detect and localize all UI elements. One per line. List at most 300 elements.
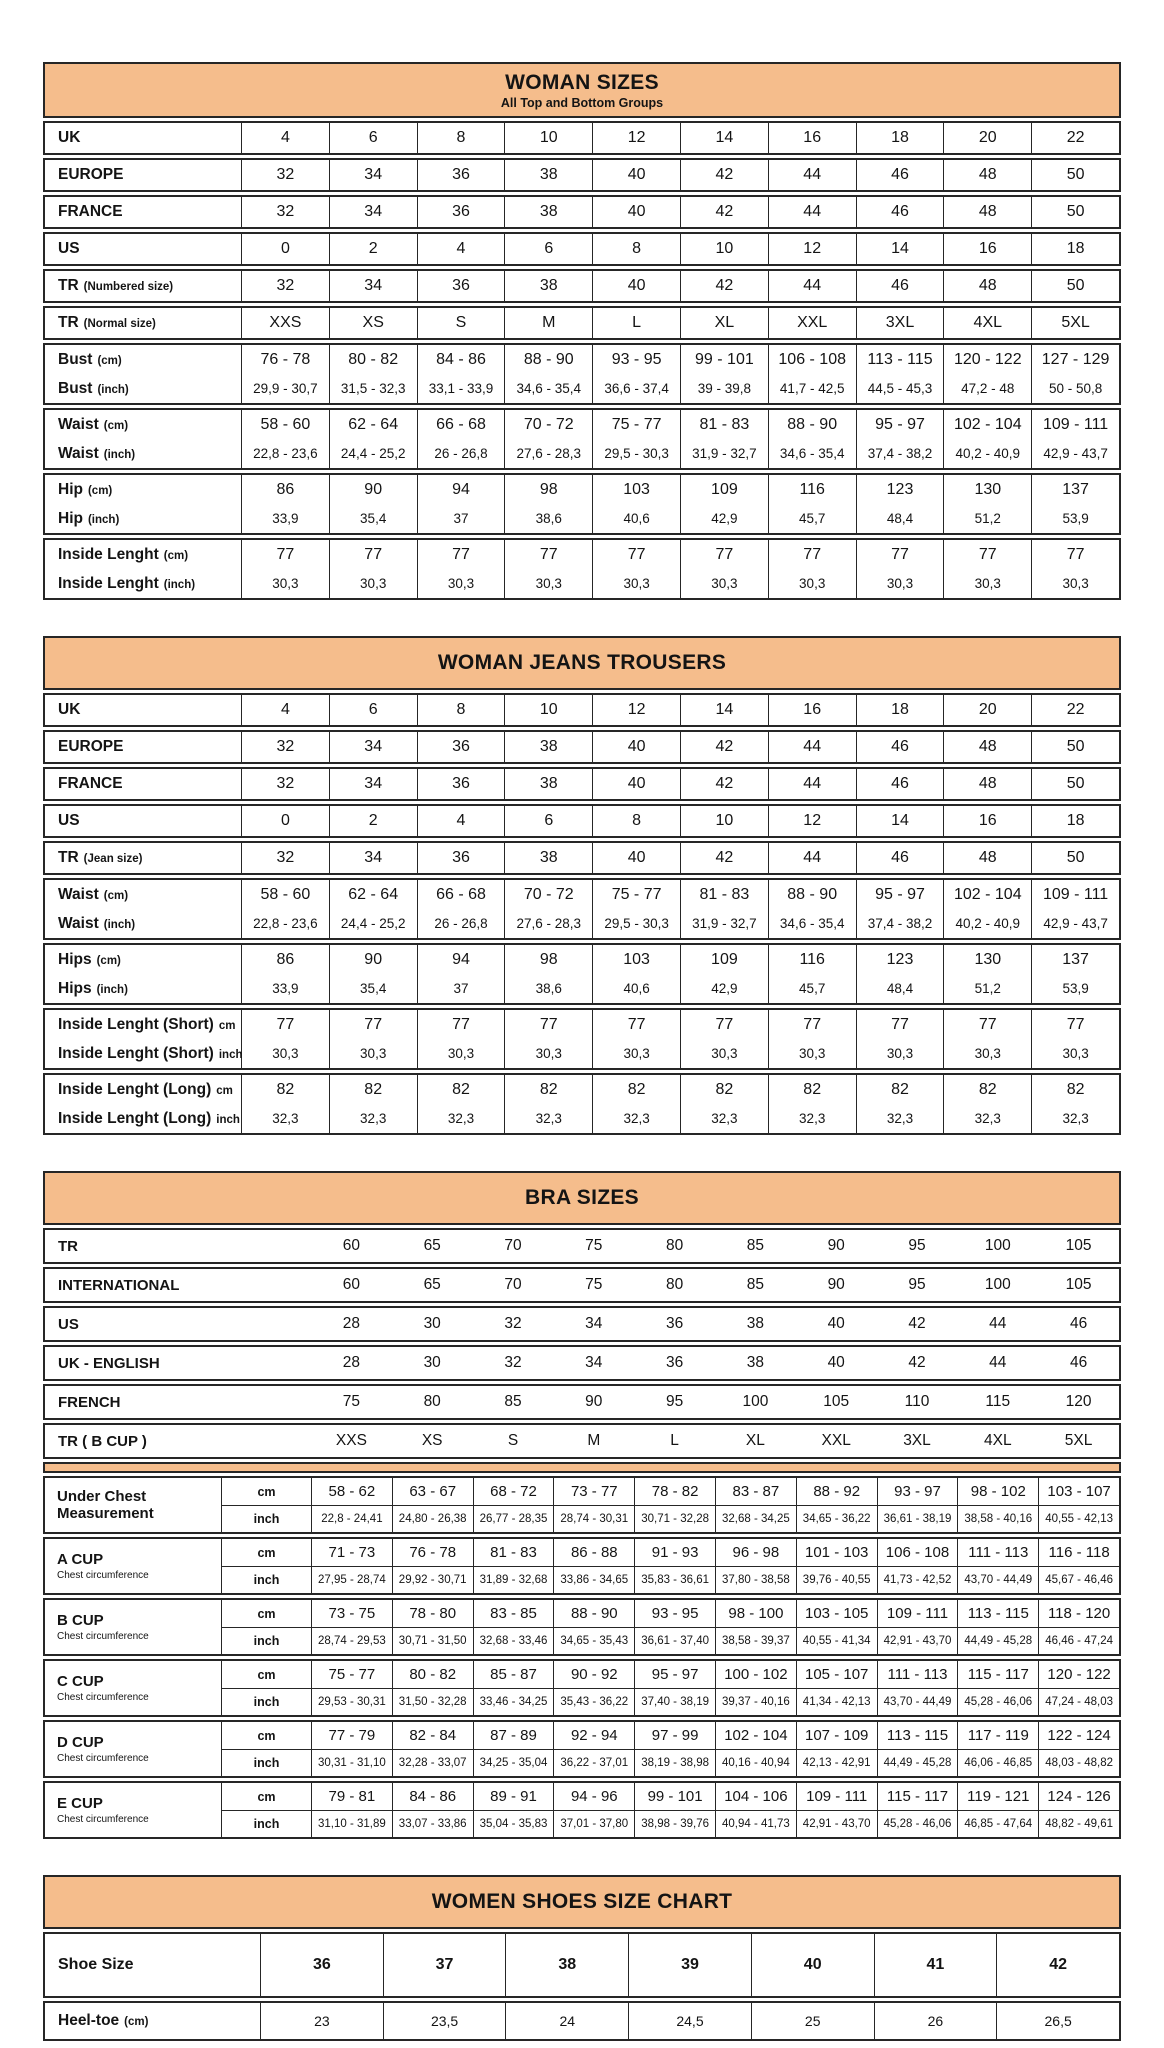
size-value-cell: 58 - 60	[241, 410, 329, 439]
row-label	[45, 880, 241, 909]
row-label-unit: cm	[216, 1084, 233, 1097]
cup-value-cell: 41,34 - 42,13	[796, 1688, 877, 1715]
unit-label: inch	[221, 1627, 311, 1654]
cup-value-cell: 86 - 88	[553, 1539, 634, 1566]
size-value-cell: 30,3	[241, 569, 329, 598]
bra-size-value-cell: 38	[746, 1354, 765, 1371]
cup-label-text: A CUP	[57, 1551, 104, 1569]
size-value-cell: 38	[504, 160, 592, 190]
size-value-cell: 77	[1031, 540, 1119, 569]
size-value-cell: 30,3	[417, 1039, 505, 1068]
cup-value-cell: 48,82 - 49,61	[1038, 1810, 1119, 1837]
size-value-cell: 123	[856, 945, 944, 974]
size-value-cell: 77	[856, 540, 944, 569]
bra-size-value-cell: 40	[827, 1354, 845, 1371]
row-label	[45, 769, 241, 799]
size-value-cell: 44	[768, 732, 856, 762]
cup-value-cell: 88 - 92	[796, 1478, 877, 1505]
cup-value-cell: 46,85 - 47,64	[957, 1810, 1038, 1837]
cup-label-sublabel: Chest circumference	[57, 1630, 149, 1642]
bra-size-value-cell: 65	[423, 1276, 441, 1293]
size-value-cell: 34	[329, 843, 417, 873]
cup-value-cell: 99 - 101	[634, 1783, 715, 1810]
cup-value-cell: 117 - 119	[957, 1722, 1038, 1749]
size-value-cell: 33,9	[241, 974, 329, 1003]
table-row-group	[43, 804, 1121, 838]
bra-size-value-cell: 65	[423, 1237, 441, 1254]
cup-label-sublabel: Chest circumference	[57, 1813, 149, 1825]
row-label-text: INTERNATIONAL	[58, 1276, 180, 1294]
size-value-cell: 42,9 - 43,7	[1031, 909, 1119, 938]
cup-value-cell: 80 - 82	[392, 1661, 473, 1688]
table-row-group	[43, 232, 1121, 266]
cup-value-cell: 33,07 - 33,86	[392, 1810, 473, 1837]
size-value-cell: 77	[504, 1010, 592, 1039]
size-value-cell: 18	[856, 695, 944, 725]
shoes-value-cell: 23,5	[383, 2003, 506, 2039]
table-title: WOMAN SIZES	[505, 71, 659, 94]
size-value-cell: 0	[241, 234, 329, 264]
size-value-cell: 0	[241, 806, 329, 836]
bra-size-value-cell: 38	[746, 1315, 765, 1332]
size-value-cell: 8	[592, 234, 680, 264]
cup-value-cell: 34,25 - 35,04	[473, 1749, 554, 1776]
cup-value-cell: 37,40 - 38,19	[634, 1688, 715, 1715]
size-value-cell: 34,6 - 35,4	[768, 909, 856, 938]
cup-value-cell: 104 - 106	[715, 1783, 796, 1810]
row-label-unit: (inch)	[163, 578, 196, 591]
cup-value-cell: 76 - 78	[392, 1539, 473, 1566]
size-value-cell: 86	[241, 945, 329, 974]
row-label-text: TR ( B CUP )	[58, 1432, 147, 1450]
size-value-cell: 90	[329, 475, 417, 504]
size-value-cell: 94	[417, 475, 505, 504]
size-value-cell: 77	[856, 1010, 944, 1039]
size-value-cell: 37,4 - 38,2	[856, 909, 944, 938]
size-value-cell: 40	[592, 732, 680, 762]
bra-size-value-cell: 30	[423, 1354, 441, 1371]
cup-label	[45, 1478, 221, 1532]
row-label	[45, 1269, 311, 1301]
cup-value-cell: 43,70 - 44,49	[957, 1566, 1038, 1593]
size-value-cell: 82	[1031, 1075, 1119, 1104]
cup-value-cell: 100 - 102	[715, 1661, 796, 1688]
woman-jeans-table	[43, 636, 1121, 1135]
cup-value-cell: 30,31 - 31,10	[311, 1749, 392, 1776]
size-value-cell: 47,2 - 48	[943, 374, 1031, 403]
cup-value-cell: 39,76 - 40,55	[796, 1566, 877, 1593]
cup-value-cell: 40,16 - 40,94	[715, 1749, 796, 1776]
cup-value-cell: 40,94 - 41,73	[715, 1810, 796, 1837]
cup-value-cell: 73 - 75	[311, 1600, 392, 1627]
cup-value-cell: 106 - 108	[877, 1539, 958, 1566]
size-value-cell: 82	[680, 1075, 768, 1104]
woman-jeans-rows	[43, 693, 1121, 1135]
bra-size-value-cell: 85	[746, 1237, 765, 1254]
cup-value-cell: 90 - 92	[553, 1661, 634, 1688]
bra-size-value-cell: XXL	[821, 1432, 851, 1449]
size-value-cell: 46	[856, 271, 944, 301]
row-label	[45, 123, 241, 153]
bra-size-value-cell: 44	[989, 1315, 1007, 1332]
size-value-cell: 34	[329, 271, 417, 301]
cup-value-cell: 31,89 - 32,68	[473, 1566, 554, 1593]
size-value-cell: 127 - 129	[1031, 345, 1119, 374]
size-value-cell: 36	[417, 160, 505, 190]
table-row-group	[43, 473, 1121, 535]
row-label-text: Bust	[58, 379, 93, 397]
cup-value-cell: 45,28 - 46,06	[957, 1688, 1038, 1715]
size-value-cell: 81 - 83	[680, 880, 768, 909]
table-row-group	[43, 841, 1121, 875]
women-shoes-header	[43, 1875, 1121, 1929]
size-value-cell: 40,6	[592, 974, 680, 1003]
cup-label-sublabel: Chest circumference	[57, 1569, 149, 1581]
bra-cup-group	[43, 1476, 1121, 1534]
bra-size-value-cell: 70	[504, 1237, 522, 1254]
size-value-cell: 30,3	[943, 1039, 1031, 1068]
table-row-group	[43, 121, 1121, 155]
size-value-cell: 80 - 82	[329, 345, 417, 374]
row-label	[45, 1934, 260, 1996]
size-value-cell: 50	[1031, 197, 1119, 227]
cup-value-cell: 36,61 - 37,40	[634, 1627, 715, 1654]
row-label	[45, 695, 241, 725]
cup-value-cell: 38,58 - 39,37	[715, 1627, 796, 1654]
size-value-cell: 36	[417, 843, 505, 873]
cup-value-cell: 87 - 89	[473, 1722, 554, 1749]
cup-value-cell: 103 - 105	[796, 1600, 877, 1627]
cup-value-cell: 35,43 - 36,22	[553, 1688, 634, 1715]
row-label	[45, 308, 241, 338]
size-value-cell: 8	[417, 695, 505, 725]
bra-size-value-cell: 46	[1069, 1315, 1088, 1332]
size-value-cell: 98	[504, 945, 592, 974]
cup-value-cell: 71 - 73	[311, 1539, 392, 1566]
table-title: WOMEN SHOES SIZE CHART	[431, 1890, 733, 1913]
table-row-group	[43, 943, 1121, 1005]
size-value-cell: 77	[768, 1010, 856, 1039]
size-value-cell: 24,4 - 25,2	[329, 439, 417, 468]
size-value-cell: 88 - 90	[504, 345, 592, 374]
size-value-cell: 93 - 95	[592, 345, 680, 374]
cup-value-cell: 96 - 98	[715, 1539, 796, 1566]
size-value-cell: 32,3	[504, 1104, 592, 1133]
unit-label: inch	[221, 1688, 311, 1715]
row-label-text: Waist	[58, 885, 99, 903]
size-value-cell: 40,6	[592, 504, 680, 533]
size-value-cell: 40	[592, 843, 680, 873]
size-value-cell: 77	[417, 1010, 505, 1039]
size-value-cell: 103	[592, 945, 680, 974]
size-value-cell: 32	[241, 732, 329, 762]
size-value-cell: 44	[768, 197, 856, 227]
size-value-cell: 36	[417, 271, 505, 301]
size-value-cell: 50	[1031, 160, 1119, 190]
cup-value-cell: 78 - 82	[634, 1478, 715, 1505]
cup-value-cell: 35,83 - 36,61	[634, 1566, 715, 1593]
size-value-cell: S	[417, 308, 505, 338]
cup-value-cell: 44,49 - 45,28	[957, 1627, 1038, 1654]
size-value-cell: 30,3	[241, 1039, 329, 1068]
size-value-cell: 48,4	[856, 974, 944, 1003]
size-value-cell: 30,3	[1031, 569, 1119, 598]
row-label-unit: (cm)	[96, 954, 121, 967]
bra-size-value-cell: 3XL	[903, 1432, 931, 1449]
table-row-group	[43, 1008, 1121, 1070]
size-value-cell: 27,6 - 28,3	[504, 439, 592, 468]
row-label	[45, 806, 241, 836]
size-value-cell: 40	[592, 197, 680, 227]
size-value-cell: 31,9 - 32,7	[680, 909, 768, 938]
row-label-text: FRENCH	[58, 1393, 121, 1411]
row-label-text: Inside Lenght (Short)	[58, 1044, 214, 1062]
size-value-cell: 34,6 - 35,4	[504, 374, 592, 403]
row-label	[45, 160, 241, 190]
size-value-cell: 53,9	[1031, 504, 1119, 533]
size-value-cell: 48	[943, 843, 1031, 873]
size-value-cell: 30,3	[329, 569, 417, 598]
size-value-cell: 14	[680, 695, 768, 725]
bra-size-value-cell: 85	[504, 1393, 522, 1410]
size-value-cell: 77	[680, 540, 768, 569]
size-value-cell: 137	[1031, 945, 1119, 974]
size-value-cell: 82	[504, 1075, 592, 1104]
unit-label: cm	[221, 1600, 311, 1627]
row-label-unit: (inch)	[87, 513, 120, 526]
size-value-cell: 82	[241, 1075, 329, 1104]
row-label-unit: (inch)	[103, 448, 136, 461]
size-value-cell: 95 - 97	[856, 880, 944, 909]
bra-size-value-cell: 90	[585, 1393, 603, 1410]
size-value-cell: 77	[417, 540, 505, 569]
table-row-group	[43, 1932, 1121, 1998]
size-value-cell: 36	[417, 732, 505, 762]
shoes-value-cell: 25	[751, 2003, 874, 2039]
size-value-cell: 16	[768, 695, 856, 725]
row-label-unit: inch	[218, 1048, 243, 1061]
cup-value-cell: 83 - 87	[715, 1478, 796, 1505]
size-value-cell: 30,3	[943, 569, 1031, 598]
row-label	[45, 2003, 260, 2039]
size-value-cell: 4	[417, 806, 505, 836]
cup-value-cell: 58 - 62	[311, 1478, 392, 1505]
bra-size-value-cell: 46	[1069, 1354, 1088, 1371]
size-value-cell: 30,3	[768, 569, 856, 598]
bra-size-value-cell: L	[670, 1432, 679, 1449]
cup-value-cell: 109 - 111	[877, 1600, 958, 1627]
size-value-cell: 30,3	[856, 1039, 944, 1068]
row-label-text: Bust	[58, 350, 93, 368]
bra-size-value-cell: 95	[665, 1393, 684, 1410]
bra-size-value-cell: 70	[504, 1276, 522, 1293]
size-value-cell: 6	[329, 695, 417, 725]
size-value-cell: 32	[241, 197, 329, 227]
cup-value-cell: 32,28 - 33,07	[392, 1749, 473, 1776]
size-value-cell: 42,9	[680, 974, 768, 1003]
row-label-text: FRANCE	[58, 203, 123, 220]
row-label	[45, 1386, 311, 1418]
row-label-text: UK	[58, 129, 81, 146]
size-value-cell: 113 - 115	[856, 345, 944, 374]
size-value-cell: 75 - 77	[592, 880, 680, 909]
size-chart-page	[43, 0, 1121, 2041]
size-value-cell: 2	[329, 806, 417, 836]
cup-value-cell: 22,8 - 24,41	[311, 1505, 392, 1532]
row-label-text: FRANCE	[58, 775, 123, 792]
size-value-cell: 30,3	[329, 1039, 417, 1068]
size-value-cell: 29,5 - 30,3	[592, 909, 680, 938]
row-label	[45, 1104, 241, 1133]
table-row-group	[43, 2001, 1121, 2041]
size-value-cell: 88 - 90	[768, 410, 856, 439]
size-value-cell: 40	[592, 160, 680, 190]
bra-size-value-cell: 34	[585, 1315, 603, 1332]
size-value-cell: 50	[1031, 271, 1119, 301]
size-value-cell: 50	[1031, 843, 1119, 873]
size-value-cell: 32,3	[592, 1104, 680, 1133]
bra-size-value-cell: 75	[585, 1276, 603, 1293]
size-value-cell: 46	[856, 160, 944, 190]
size-value-cell: 82	[329, 1075, 417, 1104]
size-value-cell: 4XL	[943, 308, 1031, 338]
bra-size-value-cell: 115	[985, 1393, 1011, 1410]
size-value-cell: 34	[329, 197, 417, 227]
cup-value-cell: 38,19 - 38,98	[634, 1749, 715, 1776]
size-value-cell: 109	[680, 475, 768, 504]
bra-size-value-cell: 28	[342, 1315, 361, 1332]
cup-value-cell: 39,37 - 40,16	[715, 1688, 796, 1715]
cup-value-cell: 32,68 - 34,25	[715, 1505, 796, 1532]
row-label-text: US	[58, 240, 80, 257]
row-label-text: TR	[58, 1237, 78, 1255]
unit-label: inch	[221, 1749, 311, 1776]
cup-value-cell: 75 - 77	[311, 1661, 392, 1688]
row-label-unit: (Normal size)	[83, 318, 156, 330]
bra-sizes-header	[43, 1171, 1121, 1225]
size-value-cell: 12	[592, 695, 680, 725]
size-value-cell: 77	[768, 540, 856, 569]
size-value-cell: 48	[943, 732, 1031, 762]
size-value-cell: 45,7	[768, 974, 856, 1003]
size-value-cell: 40,2 - 40,9	[943, 909, 1031, 938]
table-row-group	[43, 1073, 1121, 1135]
table-row-group	[43, 1345, 1121, 1381]
row-label-text: US	[58, 812, 80, 829]
women-shoes-table	[43, 1875, 1121, 2041]
size-value-cell: 137	[1031, 475, 1119, 504]
unit-label: inch	[221, 1505, 311, 1532]
cup-label-text: D CUP	[57, 1734, 104, 1752]
bra-size-value-cell: 32	[504, 1354, 522, 1371]
size-value-cell: 50	[1031, 769, 1119, 799]
size-value-cell: 34,6 - 35,4	[768, 439, 856, 468]
size-value-cell: 77	[943, 540, 1031, 569]
size-value-cell: 42,9 - 43,7	[1031, 439, 1119, 468]
size-value-cell: 12	[592, 123, 680, 153]
cup-label	[45, 1722, 221, 1776]
bra-size-value-cell: 4XL	[983, 1432, 1012, 1449]
table-row-group	[43, 195, 1121, 229]
cup-value-cell: 116 - 118	[1038, 1539, 1119, 1566]
cup-value-cell: 44,49 - 45,28	[877, 1749, 958, 1776]
size-value-cell: 4	[241, 123, 329, 153]
size-value-cell: 48	[943, 769, 1031, 799]
row-label-text: Hip	[58, 480, 83, 498]
size-value-cell: 50 - 50,8	[1031, 374, 1119, 403]
size-value-cell: 81 - 83	[680, 410, 768, 439]
cup-value-cell: 34,65 - 36,22	[796, 1505, 877, 1532]
row-label	[45, 197, 241, 227]
cup-value-cell: 89 - 91	[473, 1783, 554, 1810]
cup-value-cell: 84 - 86	[392, 1783, 473, 1810]
row-label-unit: (cm)	[103, 419, 129, 432]
row-label-unit: (cm)	[97, 354, 122, 367]
cup-value-cell: 124 - 126	[1038, 1783, 1119, 1810]
row-label	[45, 504, 241, 533]
bra-size-value-cell: 40	[827, 1315, 845, 1332]
size-value-cell: 14	[680, 123, 768, 153]
size-value-cell: 70 - 72	[504, 880, 592, 909]
size-value-cell: 5XL	[1031, 308, 1119, 338]
size-value-cell: 51,2	[943, 504, 1031, 533]
row-label	[45, 945, 241, 974]
cup-value-cell: 82 - 84	[392, 1722, 473, 1749]
size-value-cell: 62 - 64	[329, 410, 417, 439]
size-value-cell: 44	[768, 843, 856, 873]
size-value-cell: 102 - 104	[943, 410, 1031, 439]
bra-size-value-cell: 36	[665, 1315, 684, 1332]
unit-label: cm	[221, 1661, 311, 1688]
size-value-cell: 40,2 - 40,9	[943, 439, 1031, 468]
row-label-text: Inside Lenght (Long)	[58, 1109, 212, 1127]
size-value-cell: 32,3	[768, 1104, 856, 1133]
size-value-cell: 39 - 39,8	[680, 374, 768, 403]
size-value-cell: 42	[680, 732, 768, 762]
cup-value-cell: 34,65 - 35,43	[553, 1627, 634, 1654]
row-label	[45, 540, 241, 569]
bra-size-value-cell: 42	[908, 1354, 926, 1371]
size-value-cell: 29,5 - 30,3	[592, 439, 680, 468]
size-value-cell: 82	[768, 1075, 856, 1104]
cup-value-cell: 119 - 121	[957, 1783, 1038, 1810]
row-label-unit: (inch)	[97, 383, 129, 396]
size-value-cell: 46	[856, 843, 944, 873]
size-value-cell: 14	[856, 234, 944, 264]
size-value-cell: 51,2	[943, 974, 1031, 1003]
size-value-cell: 4	[417, 234, 505, 264]
size-value-cell: 48	[943, 271, 1031, 301]
bra-cup-group	[43, 1537, 1121, 1595]
shoes-value-cell: 40	[751, 1934, 874, 1996]
size-value-cell: 77	[504, 540, 592, 569]
cup-value-cell: 45,28 - 46,06	[877, 1810, 958, 1837]
cup-value-cell: 43,70 - 44,49	[877, 1688, 958, 1715]
cup-value-cell: 78 - 80	[392, 1600, 473, 1627]
row-label-unit: cm	[218, 1019, 236, 1032]
cup-value-cell: 36,22 - 37,01	[553, 1749, 634, 1776]
shoes-value-cell: 41	[874, 1934, 997, 1996]
row-label	[45, 1230, 311, 1262]
size-value-cell: 46	[856, 732, 944, 762]
row-label-text: Hips	[58, 950, 92, 968]
size-value-cell: 77	[1031, 1010, 1119, 1039]
cup-value-cell: 93 - 95	[634, 1600, 715, 1627]
row-label-unit: (cm)	[87, 484, 113, 497]
size-value-cell: 42	[680, 197, 768, 227]
size-value-cell: 37	[417, 974, 505, 1003]
size-value-cell: 46	[856, 197, 944, 227]
